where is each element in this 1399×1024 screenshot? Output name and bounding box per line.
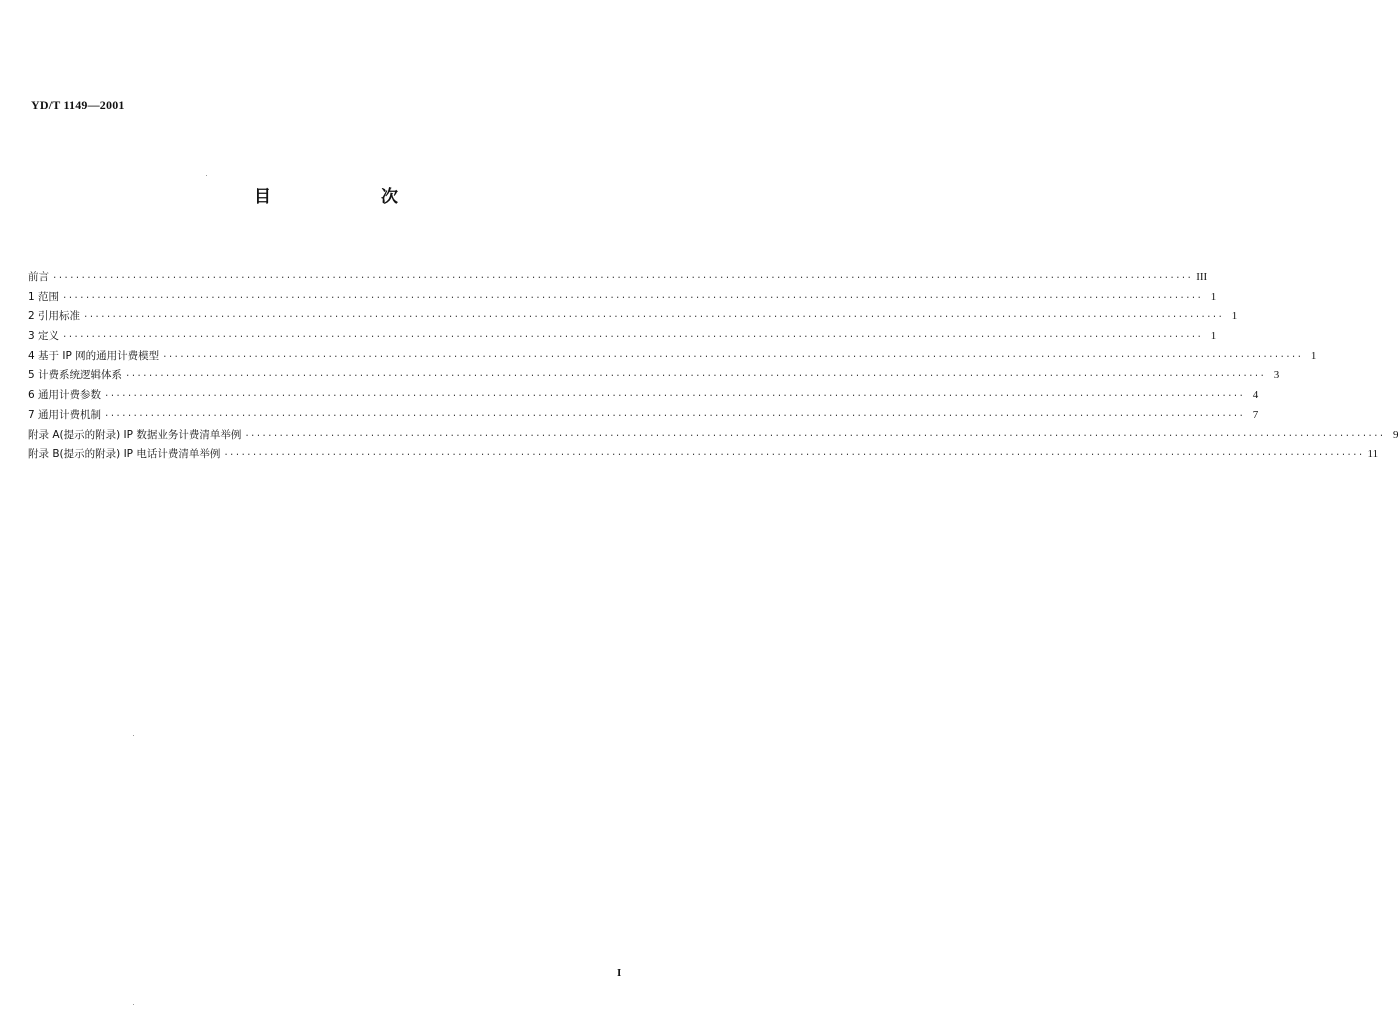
- toc-leader-dots: ········································································································································································································: [104, 410, 1245, 421]
- toc-entry-page: 7: [1252, 408, 1259, 421]
- toc-entry-label: 6 通用计费参数: [28, 389, 102, 402]
- page-title: 目 次: [254, 187, 450, 207]
- toc-entry-label: 2 引用标准: [28, 310, 81, 323]
- scan-speck: [133, 735, 134, 736]
- toc-entry-page: 1: [1210, 290, 1217, 303]
- toc-leader-dots: ········································································································································································································: [83, 312, 1224, 323]
- toc-entry-label: 4 基于 IP 网的通用计费模型: [28, 349, 160, 362]
- toc-entry-label: 7 通用计费机制: [28, 408, 102, 421]
- toc-entry-label: 附录 B(提示的附录) IP 电话计费清单举例: [28, 448, 221, 461]
- toc-entry-label: 前言: [28, 271, 49, 283]
- table-of-contents: [28, 268, 1399, 465]
- toc-entry-page: 3: [1273, 369, 1280, 382]
- toc-leader-dots: ········································································································································································································: [62, 292, 1203, 303]
- toc-entry[interactable]: [28, 307, 1238, 327]
- page-number: I: [617, 967, 622, 979]
- toc-leader-dots: ········································································································································································································: [125, 371, 1266, 382]
- document-code: YD/T 1149—2001: [31, 98, 125, 112]
- toc-leader-dots: ········································································································································································································: [52, 273, 1193, 283]
- toc-entry-label: 1 范围: [28, 290, 60, 303]
- toc-entry-page: 1: [1210, 330, 1217, 343]
- toc-entry[interactable]: [28, 347, 1317, 367]
- toc-leader-dots: ········································································································································································································: [104, 391, 1245, 402]
- toc-entry[interactable]: [28, 288, 1217, 308]
- toc-entry[interactable]: [28, 445, 1379, 465]
- toc-entry-page: III: [1196, 271, 1208, 283]
- toc-entry-label: 3 定义: [28, 330, 60, 343]
- toc-entry-page: 1: [1310, 349, 1317, 362]
- toc-entry-page: 9: [1393, 428, 1399, 441]
- toc-entry[interactable]: [28, 268, 1208, 288]
- scan-speck: [206, 175, 207, 176]
- toc-leader-dots: ········································································································································································································: [223, 450, 1364, 461]
- toc-entry[interactable]: [28, 426, 1399, 446]
- toc-leader-dots: ········································································································································································································: [62, 332, 1203, 343]
- toc-entry-page: 4: [1252, 389, 1259, 402]
- toc-entry[interactable]: [28, 406, 1259, 426]
- toc-entry-page: 1: [1231, 310, 1238, 323]
- toc-entry-page: 11: [1367, 448, 1379, 461]
- toc-entry[interactable]: [28, 386, 1259, 406]
- toc-entry[interactable]: [28, 327, 1217, 347]
- toc-entry[interactable]: [28, 366, 1280, 386]
- toc-leader-dots: ········································································································································································································: [244, 430, 1385, 441]
- toc-entry-label: 附录 A(提示的附录) IP 数据业务计费清单举例: [28, 428, 242, 441]
- toc-leader-dots: ········································································································································································································: [162, 351, 1303, 362]
- toc-entry-label: 5 计费系统逻辑体系: [28, 369, 123, 382]
- scan-speck: [133, 1004, 134, 1005]
